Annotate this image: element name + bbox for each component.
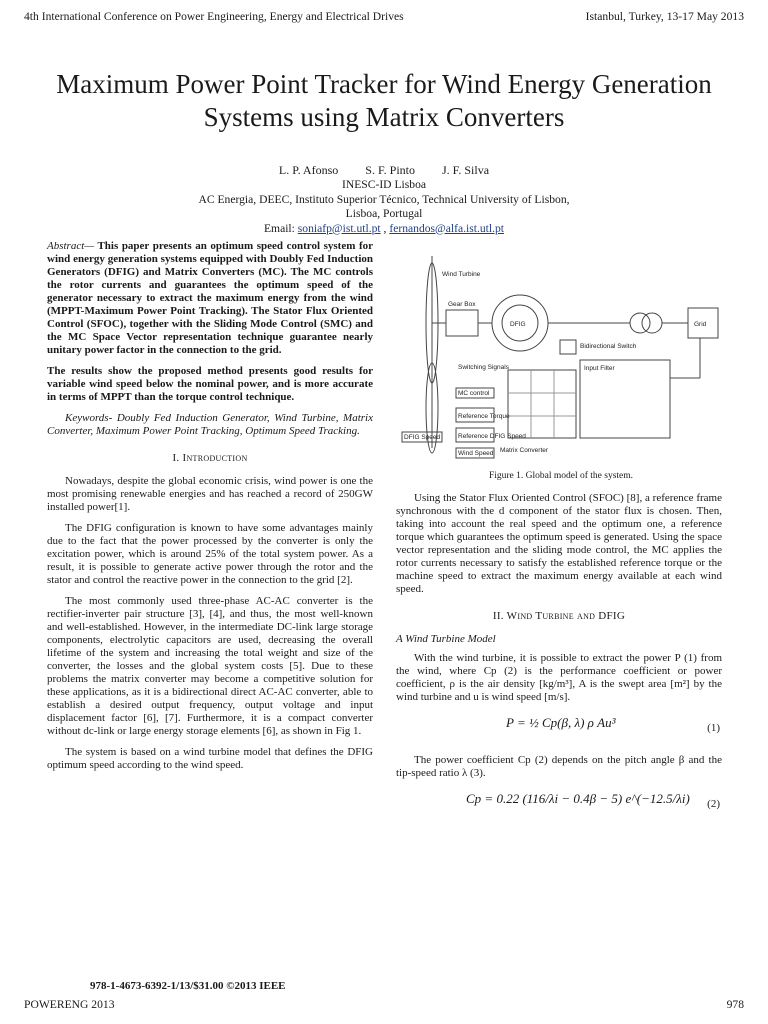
affiliation xyxy=(164,178,604,236)
paragraph: The most commonly used three-phase AC-AC converter is the rectifier-inverter pair structure [3], [4], and thus, the most well-known and well-established. However, in the intermediate DC-link large storage components, electrolytic capacitors are used, decreasing the overall lifetime of the system and increasing the total weight and size of the converter, the losses and the global system costs [5]. Due to these problems the matrix converter may become a competitive solution for these applications, as it is a bidirectional direct AC-AC converter, able to establish a desired output frequency, output voltage and input displacement factor [6], [7]. Furthermore, it is a compact converter without dc-link or large energy storage elements [6], as shown in Fig 1. xyxy=(47,595,373,737)
paragraph: Nowadays, despite the global economic crisis, wind power is one the most promising renewable energies and has reached a record of 250GW installed power[1]. xyxy=(47,475,373,513)
equation xyxy=(396,712,722,748)
bidirectional-switch-icon xyxy=(560,340,576,354)
equation-number: (2) xyxy=(707,798,720,810)
label-input-filter: Input Filter xyxy=(584,365,615,372)
email-label: Email: xyxy=(263,221,295,235)
author-list xyxy=(0,163,768,178)
affiliation-line: AC Energia, DEEC, Instituto Superior Técnico, Technical University of Lisbon, xyxy=(198,192,570,206)
gear-box-icon xyxy=(446,310,478,336)
label-reference-torque: Reference Torque xyxy=(458,413,510,420)
section-heading: I. Introduction xyxy=(172,452,248,464)
label-grid: Grid xyxy=(694,321,707,328)
label-switching-signals: Switching Signals xyxy=(458,364,509,371)
right-column xyxy=(396,492,722,830)
email-link[interactable]: fernandos@alfa.ist.utl.pt xyxy=(389,221,505,235)
label-wind-turbine: Wind Turbine xyxy=(442,271,481,278)
keywords: Keywords- Doubly Fed Induction Generator, Wind Turbine, Matrix Converter, Maximum Power Point Tracking, Optimum Speed Tracking. xyxy=(47,412,373,437)
page-number: 978 xyxy=(726,998,744,1011)
label-matrix-converter: Matrix Converter xyxy=(500,447,549,454)
abstract-text: This paper presents an optimum speed control system for wind energy generation systems equipped with Doubly Fed Induction Generators (DFIG) and Matrix Converters (MC). The MC controls the rotor currents and guarantees the optimum speed of the generator necessary to extract the maximum energy from the wind (MPPT-Maximum Power Point Tracking). The Stator Flux Oriented Control (SFOC), together with the Sliding Mode Control (SMC) and the MC Space Vector representation technique guarantee nearly unitary power factor in the connection to the grid. xyxy=(47,240,373,356)
label-wind-speed: Wind Speed xyxy=(458,450,494,457)
location-date: Istanbul, Turkey, 13-17 May 2013 xyxy=(585,10,744,23)
isbn-line: 978-1-4673-6392-1/13/$31.00 ©2013 IEEE xyxy=(90,980,286,992)
equation-body: Cp = 0.22 (116/λi − 0.4β − 5) e^(−12.5/λi) xyxy=(466,791,690,806)
affiliation-line: Lisboa, Portugal xyxy=(345,207,423,220)
abstract-results: The results show the proposed method presents good results for variable wind speed below the nominal power, and is more accurate in terms of MPPT than the torque control technique. xyxy=(47,365,373,403)
subsection-heading: A Wind Turbine Model xyxy=(396,633,496,645)
paragraph: The power coefficient Cp (2) depends on the pitch angle β and the tip-speed ratio λ (3). xyxy=(396,754,722,779)
email-separator: , xyxy=(383,221,387,235)
affiliation-line: INESC-ID Lisboa xyxy=(341,178,427,191)
venue-footer: POWERENG 2013 xyxy=(24,998,115,1011)
paragraph: The DFIG configuration is known to have some advantages mainly due to the fact that the power processed by the converter is only the excitation power, which is around 25% of the total system power. As a result, it is possible to generate active power through the rotor and the stator and control the reactive power in the connection to the grid [2]. xyxy=(47,522,373,586)
email-line xyxy=(164,222,604,237)
label-bidirectional-switch: Bidirectional Switch xyxy=(580,343,637,350)
conference-header: 4th International Conference on Power Engineering, Energy and Electrical Drives xyxy=(24,10,404,23)
equation xyxy=(396,788,722,824)
author: J. F. Silva xyxy=(442,163,490,177)
system-diagram xyxy=(400,248,722,460)
section-heading: II. Wind Turbine and DFIG xyxy=(492,610,626,622)
equation-number: (1) xyxy=(707,722,720,734)
switch-matrix xyxy=(508,370,576,438)
email-link[interactable]: soniafp@ist.utl.pt xyxy=(297,221,381,235)
paragraph: The system is based on a wind turbine model that defines the DFIG optimum speed according to the wind speed. xyxy=(47,746,373,771)
author: S. F. Pinto xyxy=(365,163,415,177)
left-column xyxy=(47,240,373,780)
equation-body: P = ½ Cp(β, λ) ρ Au³ xyxy=(506,715,616,730)
abstract-label: Abstract— xyxy=(47,240,95,252)
label-reference-dfig-speed: Reference DFIG Speed xyxy=(458,433,526,440)
transformer-icon xyxy=(630,313,650,333)
author: L. P. Afonso xyxy=(278,163,339,177)
figure-caption: Figure 1. Global model of the system. xyxy=(488,471,634,481)
paragraph: Using the Stator Flux Oriented Control (SFOC) [8], a reference frame synchronous with the d component of the stator flux is chosen. Then, taking into account the real speed and the optimum one, a reference torque which guarantees the optimum speed is generated. Using the space vector representation and the sliding mode control, the MC applies the rotor currents necessary to satisfy the established reference torque or the machine speed to extract the maximum energy available at each wind speed. xyxy=(396,492,722,595)
label-mc-control: MC control xyxy=(458,390,490,397)
label-dfig: DFIG xyxy=(510,321,526,328)
abstract xyxy=(47,240,373,357)
label-dfig-speed: DFIG Speed xyxy=(404,434,441,441)
paper-title: Maximum Power Point Tracker for Wind Energy Generation Systems using Matrix Converters xyxy=(56,69,712,132)
label-gear-box: Gear Box xyxy=(448,301,476,308)
paragraph: With the wind turbine, it is possible to extract the power P (1) from the wind, where Cp (2) is the performance coefficient or power coefficient, ρ is the air density [kg/m³], A is the swept area [m²] by the wind turbine and u is wind speed [m/s]. xyxy=(396,652,722,703)
